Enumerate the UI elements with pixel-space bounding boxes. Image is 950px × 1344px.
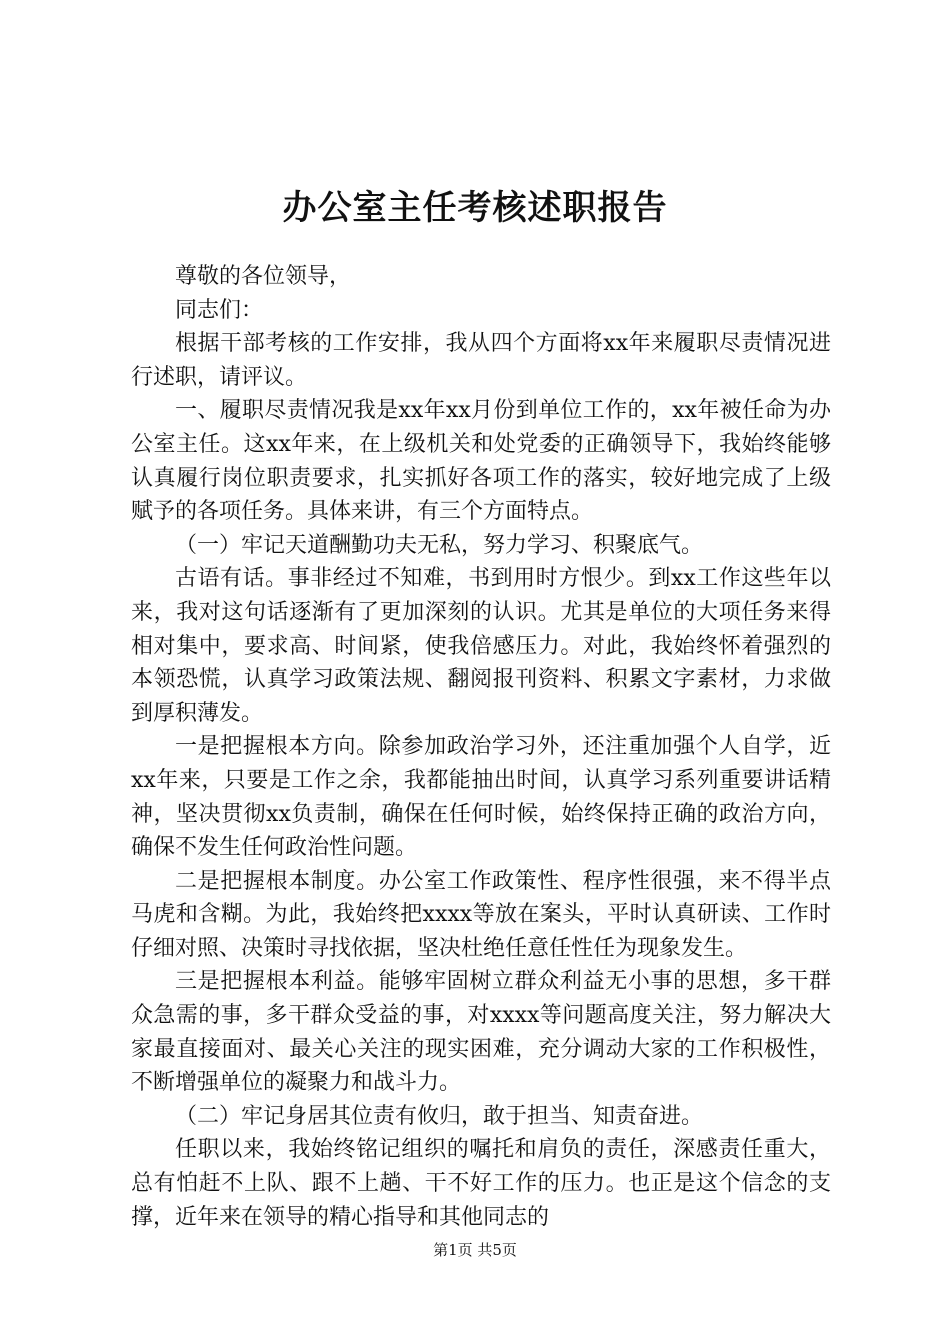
paragraph: 三是把握根本利益。能够牢固树立群众利益无小事的思想，多干群众急需的事，多干群众受益的事，对xxxx等问题高度关注，努力解决大家最直接面对、最关心关注的现实困难，充分调动大家的工作积极性，不断增强单位的凝聚力和战斗力。 xyxy=(131,969,831,1096)
paragraph: 一是把握根本方向。除参加政治学习外，还注重加强个人自学，近xx年来，只要是工作之余，我都能抽出时间，认真学习系列重要讲话精神，坚决贯彻xx负责制，确保在任何时候，始终保持正确的政治方向，确保不发生任何政治性问题。 xyxy=(131,734,831,861)
document-body xyxy=(131,260,831,1234)
section-heading: （二）牢记身居其位责有攸归，敢于担当、知责奋进。 xyxy=(175,1103,704,1129)
page-footer: 第1页 共5页 xyxy=(433,1241,517,1259)
paragraph: 二是把握根本制度。办公室工作政策性、程序性很强，来不得半点马虎和含糊。为此，我始终把xxxx等放在案头，平时认真研读、工作时仔细对照、决策时寻找依据，坚决杜绝任意任性任为现象发生。 xyxy=(131,868,831,961)
paragraph: 根据干部考核的工作安排，我从四个方面将xx年来履职尽责情况进行述职，请评议。 xyxy=(131,331,831,390)
salutation-line: 尊敬的各位领导， xyxy=(175,264,352,289)
salutation-line: 同志们： xyxy=(175,297,264,323)
paragraph: 任职以来，我始终铭记组织的嘱托和肩负的责任，深感责任重大，总有怕赶不上队、跟不上趟、干不好工作的压力。也正是这个信念的支撑，近年来在领导的精心指导和其他同志的 xyxy=(131,1137,831,1230)
paragraph: 古语有话。事非经过不知难，书到用时方恨少。到xx工作这些年以来，我对这句话逐渐有了更加深刻的认识。尤其是单位的大项任务来得相对集中，要求高、时间紧，使我倍感压力。对此，我始终怀着强烈的本领恐慌，认真学习政策法规、翻阅报刊资料、积累文字素材，力求做到厚积薄发。 xyxy=(131,566,831,726)
section-heading: （一）牢记天道酬勤功夫无私，努力学习、积聚底气。 xyxy=(175,532,704,558)
paragraph: 一、履职尽责情况我是xx年xx月份到单位工作的，xx年被任命为办公室主任。这xx年来，在上级机关和处党委的正确领导下，我始终能够认真履行岗位职责要求，扎实抓好各项工作的落实，较好地完成了上级赋予的各项任务。具体来讲，有三个方面特点。 xyxy=(131,398,831,525)
document-title: 办公室主任考核述职报告 xyxy=(282,188,668,228)
